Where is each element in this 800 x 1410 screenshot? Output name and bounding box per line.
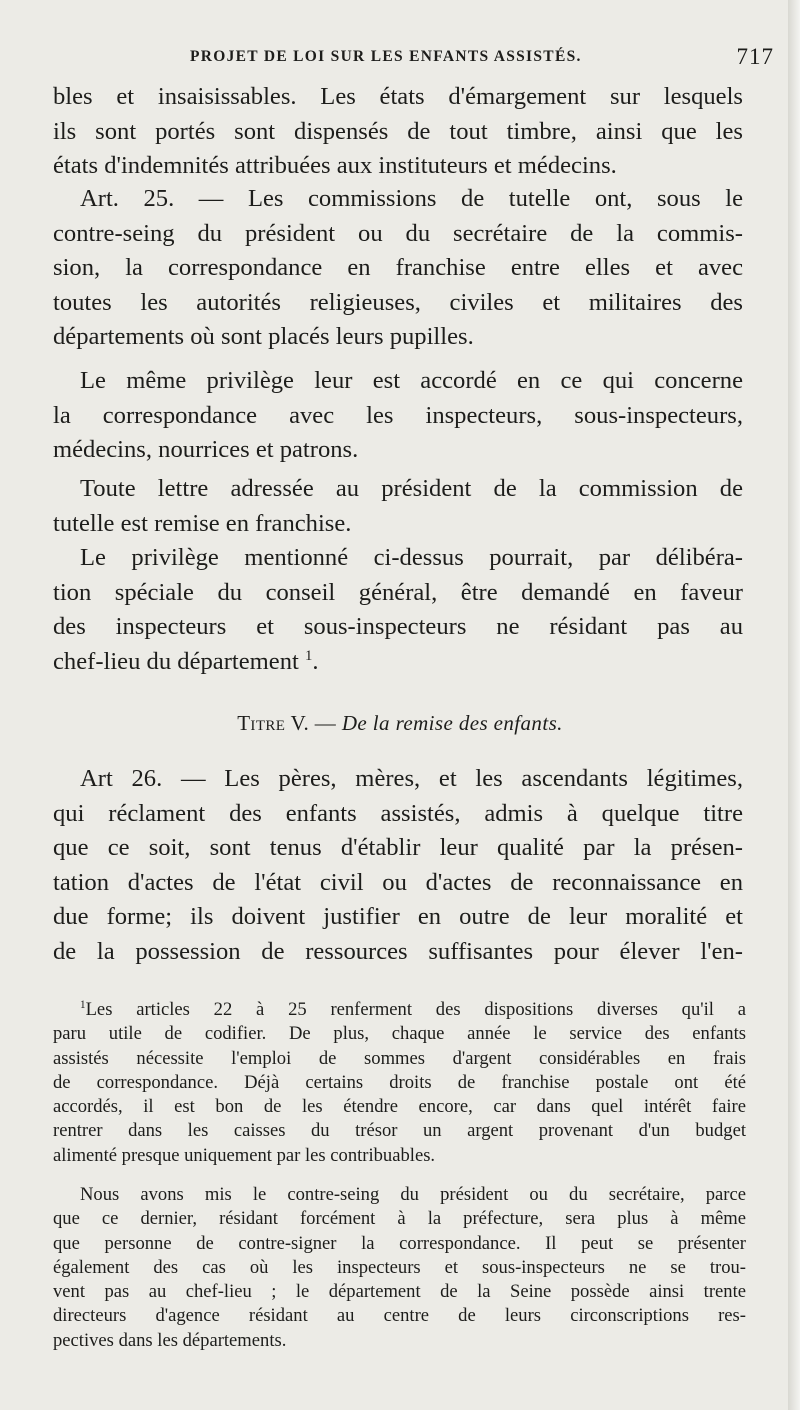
text-line: que ce soit, sont tenus d'établir leur qualité par la présen- bbox=[53, 834, 743, 861]
footnote-line: rentrer dans les caisses du trésor un argent provenant d'un budget bbox=[53, 1120, 746, 1142]
text-line: tion spéciale du conseil général, être demandé en faveur bbox=[53, 578, 743, 606]
footnote-line bbox=[53, 998, 746, 1022]
footnote-line: alimenté presque uniquement par les contribuables. bbox=[53, 1144, 436, 1166]
footnote-line: Nous avons mis le contre-seing du président ou du secrétaire, parce bbox=[80, 1184, 746, 1205]
text-fragment: chef-lieu du département bbox=[53, 647, 299, 675]
paragraph-continuation bbox=[53, 80, 743, 184]
paragraph-lettre bbox=[53, 472, 743, 541]
text-line: due forme; ils doivent justifier en outre de leur moralité et bbox=[53, 903, 743, 930]
section-subject: De la remise des enfants. bbox=[341, 711, 563, 735]
page-number: 717 bbox=[736, 44, 774, 69]
footnote-line: pectives dans les départements. bbox=[53, 1329, 287, 1351]
text-line: Le même privilège leur est accordé en ce qui concerne bbox=[80, 367, 743, 394]
text-line: sion, la correspondance en franchise entre elles et avec bbox=[53, 254, 743, 281]
text-line: tation d'actes de l'état civil ou d'actes de reconnaissance en bbox=[53, 868, 743, 896]
footnote-line: accordés, il est bon de les étendre encore, car dans quel intérêt faire bbox=[53, 1096, 746, 1118]
sentence-end: . bbox=[312, 647, 319, 675]
text-line: tutelle est remise en franchise. bbox=[53, 509, 352, 537]
text-line: de la possession de ressources suffisantes pour élever l'en- bbox=[53, 937, 743, 965]
text-line: ils sont portés sont dispensés de tout timbre, ainsi que les bbox=[53, 117, 743, 145]
footnote-line: que personne de contre-signer la correspondance. Il peut se présenter bbox=[53, 1232, 746, 1254]
footnote bbox=[53, 998, 746, 1168]
text-line: la correspondance avec les inspecteurs, sous-inspecteurs, bbox=[53, 401, 743, 429]
text-line: Art 26. — Les pères, mères, et les ascendants légitimes, bbox=[80, 765, 743, 792]
section-label: Titre V. bbox=[237, 711, 310, 735]
running-title: PROJET DE LOI SUR LES ENFANTS ASSISTÉS. bbox=[190, 48, 582, 65]
footnote-line: paru utile de codifier. De plus, chaque année le service des enfants bbox=[53, 1023, 746, 1045]
text-line: Toute lettre adressée au président de la commission de bbox=[80, 475, 743, 502]
footnote-text: Les articles 22 à 25 renferment des dispositions diverses qu'il a bbox=[85, 999, 746, 1020]
text-line: des inspecteurs et sous-inspecteurs ne résidant pas au bbox=[53, 613, 743, 640]
text-line: médecins, nourrices et patrons. bbox=[53, 436, 359, 463]
footnote-line: également des cas où les inspecteurs et sous-inspecteurs ne se trou- bbox=[53, 1256, 746, 1278]
footnote-line: directeurs d'agence résidant au centre de leurs circonscriptions res- bbox=[53, 1305, 746, 1327]
text-line: contre-seing du président ou du secrétaire de la commis- bbox=[53, 219, 743, 247]
paragraph-article-25 bbox=[53, 182, 743, 355]
paragraph-article-26 bbox=[53, 762, 743, 969]
running-head bbox=[0, 44, 800, 74]
text-line: bles et insaisissables. Les états d'émargement sur lesquels bbox=[53, 83, 743, 110]
paragraph-privilege bbox=[53, 364, 743, 468]
text-line: départements où sont placés leurs pupilles. bbox=[53, 323, 474, 350]
footnote-line: assistés nécessite l'emploi de sommes d'argent considérables en frais bbox=[53, 1047, 746, 1069]
footnote-continuation bbox=[53, 1183, 746, 1353]
section-dash: — bbox=[314, 711, 337, 735]
text-line bbox=[53, 645, 743, 680]
footnote-marker: 1 bbox=[80, 998, 86, 1011]
footnote-line: vent pas au chef-lieu ; le département de la Seine possède ainsi trente bbox=[53, 1281, 746, 1303]
text-line: états d'indemnités attribuées aux instituteurs et médecins. bbox=[53, 152, 617, 179]
paragraph-privilege-extension bbox=[53, 541, 743, 679]
page-edge bbox=[788, 0, 800, 1410]
footnote-reference: 1 bbox=[304, 647, 313, 664]
footnote-line: que ce dernier, résidant forcément à la préfecture, sera plus à même bbox=[53, 1208, 746, 1230]
text-line: Le privilège mentionné ci-dessus pourrait, par délibéra- bbox=[80, 544, 743, 571]
footnote-line: de correspondance. Déjà certains droits de franchise postale ont été bbox=[53, 1071, 746, 1093]
section-title bbox=[0, 711, 800, 736]
text-line: toutes les autorités religieuses, civiles et militaires des bbox=[53, 288, 743, 316]
text-line: qui réclament des enfants assistés, admis à quelque titre bbox=[53, 799, 743, 827]
text-line: Art. 25. — Les commissions de tutelle ont, sous le bbox=[80, 185, 743, 212]
